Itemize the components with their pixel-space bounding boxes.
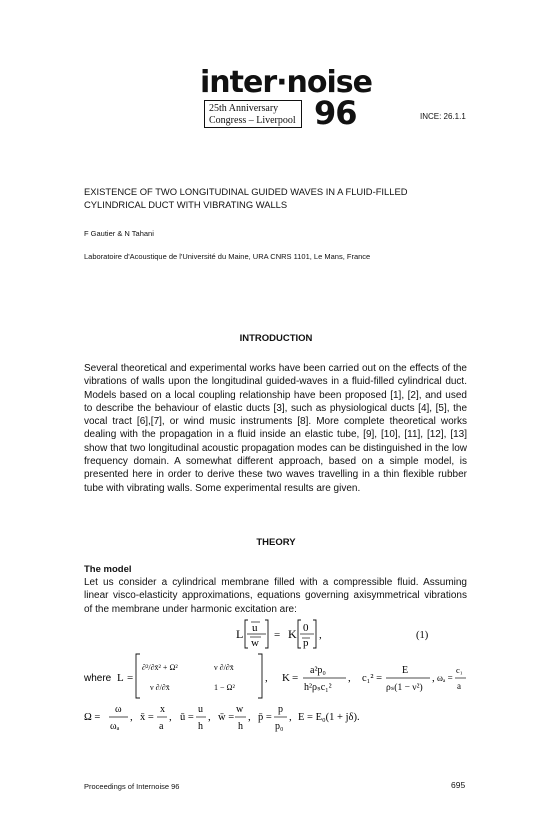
x-den: a xyxy=(159,721,164,732)
svg-text:,: , xyxy=(289,711,292,723)
omega-a-num: c₁ xyxy=(456,665,463,675)
anniversary-line1: 25th Anniversary xyxy=(209,103,279,114)
equation-variables xyxy=(84,700,467,734)
x-lhs: x̄ = xyxy=(140,712,154,723)
w-den: h xyxy=(238,721,243,732)
K-den: h²ρₛc₁² xyxy=(304,682,332,693)
page-number: 695 xyxy=(451,780,466,790)
u-num: u xyxy=(198,704,203,715)
def-K: K xyxy=(282,672,290,684)
svg-text:,: , xyxy=(432,672,435,684)
title-line-2: CYLINDRICAL DUCT WITH VIBRATING WALLS xyxy=(84,198,288,210)
E-expression: E = E₀(1 + jδ). xyxy=(298,712,360,723)
matrix-12: ν ∂/∂x̄ xyxy=(214,663,234,672)
omega-lhs: Ω = xyxy=(84,712,101,723)
matrix-11: ∂²/∂x̄² + Ω² xyxy=(142,663,178,672)
eq1-L: L xyxy=(236,627,244,641)
where-label: where xyxy=(84,673,112,684)
w-lhs: w̄ = xyxy=(218,712,235,723)
eq1-w: w xyxy=(251,637,259,649)
eq1-u: u xyxy=(252,622,258,634)
anniversary-line2: Congress – Liverpool xyxy=(209,115,296,126)
eq1-number: (1) xyxy=(416,630,429,641)
def-L: L xyxy=(117,672,124,684)
introduction-heading: INTRODUCTION xyxy=(239,333,313,344)
omega-den: ωₐ xyxy=(110,721,120,732)
c1-lhs: c₁² = xyxy=(362,673,383,684)
svg-text:,: , xyxy=(265,672,268,684)
eq1-K: K xyxy=(288,627,297,641)
authors: F Gautier & N Tahani xyxy=(84,229,154,238)
u-lhs: ū = xyxy=(180,712,194,723)
internoise-logo: inter·noise xyxy=(200,65,372,100)
svg-text:,: , xyxy=(208,711,211,723)
c1-num: E xyxy=(402,665,409,676)
logo-year: 96 xyxy=(314,94,357,132)
eq1-p: p xyxy=(303,637,309,649)
equation-1 xyxy=(84,616,467,652)
w-num: w xyxy=(236,704,244,715)
u-den: h xyxy=(198,721,203,732)
affiliation: Laboratoire d'Acoustique de l'Université du Maine, URA CNRS 1101, Le Mans, France xyxy=(84,252,371,261)
anniversary-box xyxy=(204,100,302,128)
paper-title xyxy=(84,186,484,211)
eq1-equals: = xyxy=(274,629,281,641)
omega-a-den: a xyxy=(457,681,461,691)
svg-text:,: , xyxy=(248,711,251,723)
svg-text:,: , xyxy=(130,711,133,723)
svg-text:,: , xyxy=(319,629,322,641)
K-num: a²p₀ xyxy=(310,665,326,676)
title-line-1: EXISTENCE OF TWO LONGITUDINAL GUIDED WAVES IN A FLUID-FILLED xyxy=(84,186,408,197)
theory-heading: THEORY xyxy=(256,537,296,548)
model-subheading: The model xyxy=(84,564,132,575)
svg-text:=: = xyxy=(127,672,134,684)
matrix-21: ν ∂/∂x̄ xyxy=(150,683,170,692)
footer-proceedings: Proceedings of Internoise 96 xyxy=(84,782,180,791)
svg-text:,: , xyxy=(169,711,172,723)
model-paragraph: Let us consider a cylindrical membrane filled with a compressible fluid. Assuming linear visco-elasticity approximations, equations governing axisymmetrical vibrations of the membrane under harmonic excitation are: xyxy=(84,577,467,615)
p-den: p₀ xyxy=(275,721,284,732)
p-lhs: p̄ = xyxy=(258,712,272,723)
ince-code: INCE: 26.1.1 xyxy=(420,112,466,121)
svg-text:,: , xyxy=(348,672,351,684)
c1-den: ρₛ(1 − ν²) xyxy=(386,683,423,693)
introduction-paragraph: Several theoretical and experimental works have been carried out on the effects of the vibrations of walls upon the longitudinal guided-waves in a fluid-filled cylindrical duct. Models based on a local coupling relationship have been proposed [1], [2], and used to describe the behaviour of elastic ducts [3], such as physiological ducts [4], [5], the vocal tract [6],[7], or wind music instruments [8]. More complete theoretical works dealing with the propagation in a fluid inside an elastic tube, [9], [10], [11], [12], [13] show that two longitudinal acoustic propagation modes can be distinguished in the low frequency domain. A somewhat different approach, based on a simple model, is presented here in order to derive these two waves travelling in a thin flexible rubber tube with vibrating walls. Some experimental results are given. xyxy=(84,363,467,494)
omega-num: ω xyxy=(115,704,122,715)
matrix-22: 1 − Ω² xyxy=(214,683,235,692)
svg-text:=: = xyxy=(292,672,299,684)
p-num: p xyxy=(278,704,283,715)
equation-definitions xyxy=(84,652,467,702)
omega-a-lhs: ωₐ = xyxy=(437,673,453,683)
eq1-zero: 0 xyxy=(303,622,309,634)
x-num: x xyxy=(160,704,165,715)
